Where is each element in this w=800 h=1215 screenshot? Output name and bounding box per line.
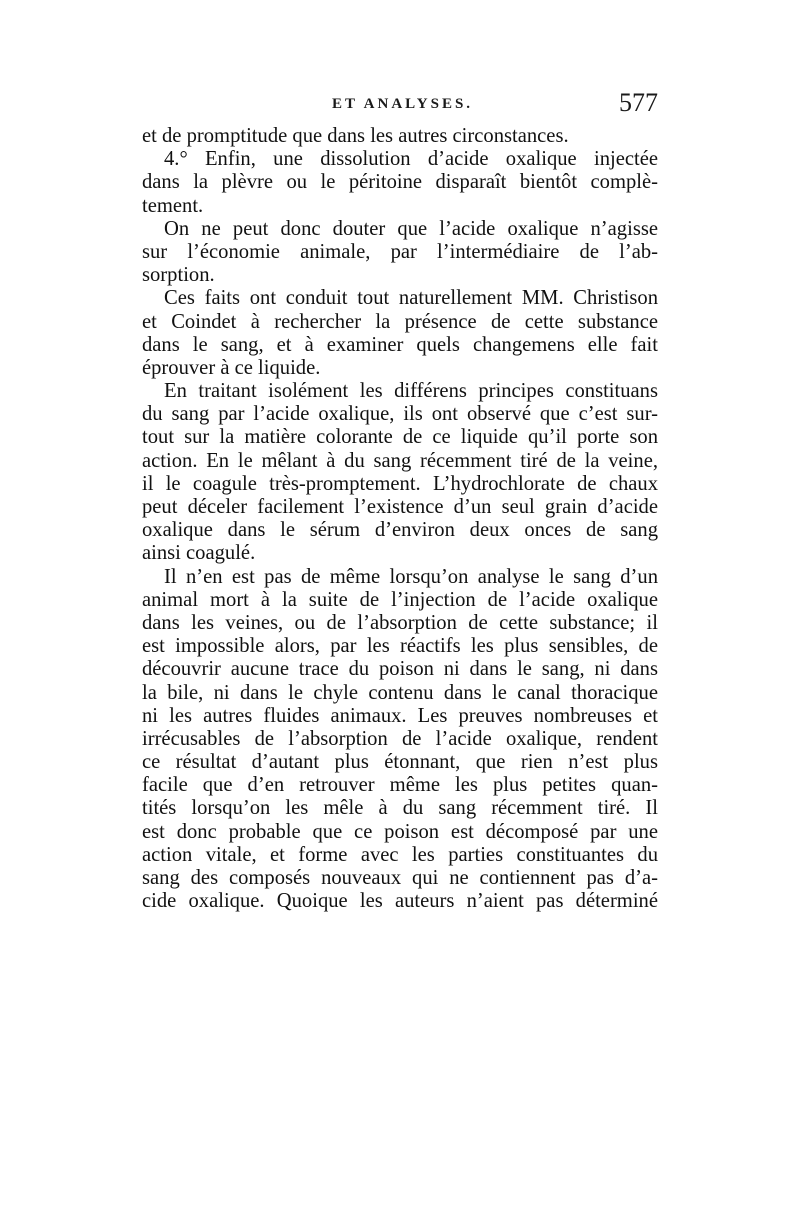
page-number: 577 [619,88,658,117]
text-line: sang des composés nouveaux qui ne contiennent pas d’a- [142,867,658,889]
text-line: ni les autres fluides animaux. Les preuves nombreuses et [142,704,658,727]
body-text [142,125,658,913]
text-line: dans les veines, ou de l’absorption de cette substance; il [142,611,658,634]
text-line: sorption. [142,264,215,287]
running-head: ET ANALYSES. [332,96,474,112]
text-line: Ces faits ont conduit tout naturellement MM. Christison [164,287,658,310]
text-line: ainsi coagulé. [142,542,256,565]
text-line: éprouver à ce liquide. [142,356,321,379]
text-line: peut déceler facilement l’existence d’un seul grain d’acide [142,496,658,518]
text-line: action. En le mêlant à du sang récemment tiré de la veine, [142,449,658,472]
text-line: facile que d’en retrouver même les plus petites quan- [142,774,658,797]
text-line: il le coagule très-promptement. L’hydrochlorate de chaux [142,472,658,495]
text-line: action vitale, et forme avec les parties constituantes du [142,843,658,866]
text-line: ce résultat d’autant plus étonnant, que rien n’est plus [142,751,658,774]
text-line: animal mort à la suite de l’injection de l’acide oxalique [142,588,658,611]
text-line: oxalique dans le sérum d’environ deux onces de sang [142,519,658,542]
text-line: tout sur la matière colorante de ce liquide qu’il porte son [142,426,658,449]
text-line: sur l’économie animale, par l’intermédiaire de l’ab- [142,240,658,263]
text-line: du sang par l’acide oxalique, ils ont observé que c’est sur- [142,403,658,426]
text-line: cide oxalique. Quoique les auteurs n’aient pas déterminé [142,890,658,913]
text-line: et de promptitude que dans les autres circonstances. [142,125,569,147]
text-line: dans le sang, et à examiner quels changemens elle fait [142,333,658,356]
text-line: En traitant isolément les différens principes constituans [164,380,658,403]
text-line: découvrir aucune trace du poison ni dans le sang, ni dans [142,658,658,681]
text-line: la bile, ni dans le chyle contenu dans le canal thoracique [142,681,658,704]
text-line: et Coindet à rechercher la présence de cette substance [142,310,658,333]
text-line: est donc probable que ce poison est décomposé par une [142,820,658,843]
text-line: tement. [142,194,204,217]
text-line: On ne peut donc douter que l’acide oxalique n’agisse [164,217,658,240]
text-line: Il n’en est pas de même lorsqu’on analyse le sang d’un [164,565,658,588]
page-header [142,90,660,120]
text-line: est impossible alors, par les réactifs les plus sensibles, de [142,635,658,658]
text-line: 4.° Enfin, une dissolution d’acide oxalique injectée [164,148,658,171]
text-line: irrécusables de l’absorption de l’acide oxalique, rendent [142,727,658,750]
text-line: tités lorsqu’on les mêle à du sang récemment tiré. Il [142,797,658,820]
text-line: dans la plèvre ou le péritoine disparaît bientôt complè- [142,171,658,194]
